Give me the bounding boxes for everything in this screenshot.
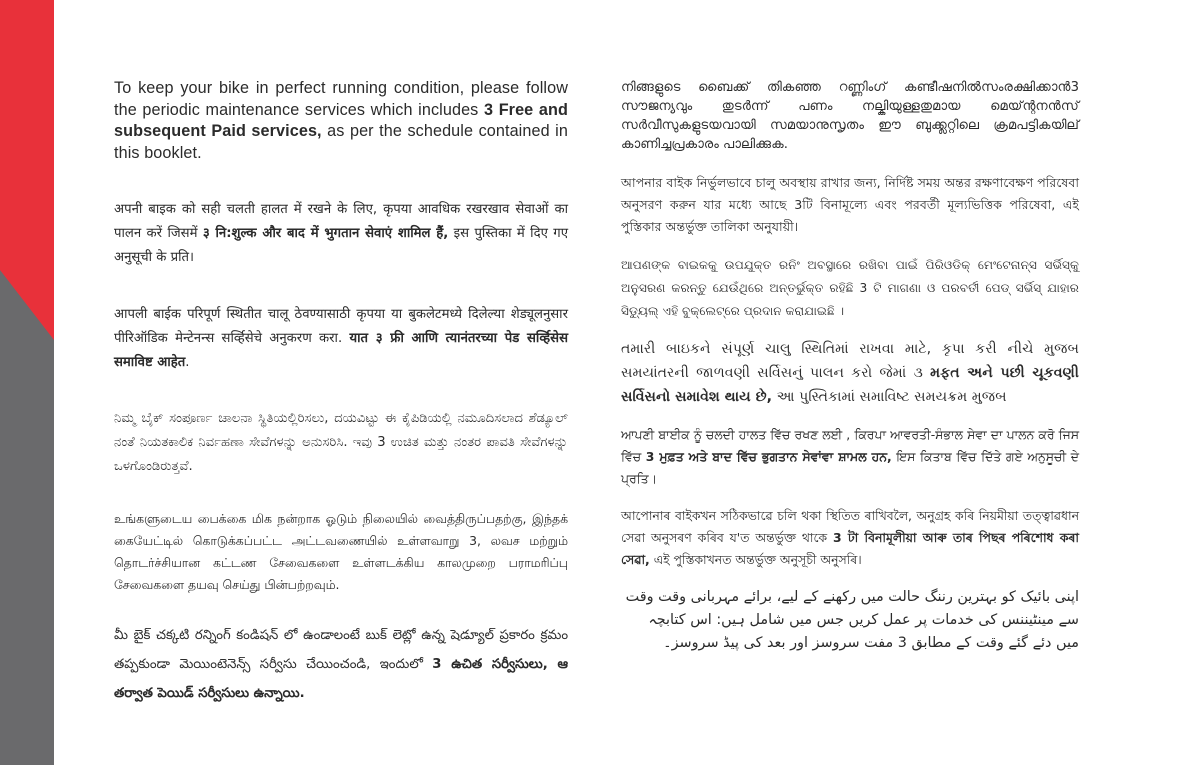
text: . [185, 355, 190, 370]
text: మీ బైక్ చక్కటి రన్నింగ్ కండిషన్ లో ఉండాలంటే బుక్ లెట్లో ఉన్న షెడ్యూల్ ప్రకారం క్రమం తప్పకుండా మెయింటెనెన్స్ సర్వీసు చేయించండి, ఇందులో [114, 628, 568, 672]
text: നിങ്ങളുടെ ബൈക്ക് തികഞ്ഞ റണ്ണിംഗ് കണ്ടീഷനിൽസംരക്ഷിക്കാൻ3 സൗജന്യവും തുടർന്ന് പണം നല്കിയുള്ളതുമായ മെയ്ന്റനൻസ് സർവീസുകളുടയവായി സമയാനുസൃതം ഈ ബുക്ക്ലറ്റിലെ ക്രമപട്ടികയില് കാണിച്ചപ്രകാരം പാലിക്കുക. [621, 80, 1079, 152]
paragraph-assamese [621, 505, 1079, 571]
paragraph-urdu [621, 586, 1079, 655]
paragraph-gujarati [621, 337, 1079, 409]
text: ਇਸ ਕਿਤਾਬ ਵਿੱਚ ਦਿੱਤੇ ਗਏ ਅਨੁਸੂਚੀ ਦੇ ਪ੍ਰਤਿ। [621, 449, 1079, 486]
text: ਆਪਣੀ ਬਾਈਕ ਨੂੰ ਚਲਦੀ ਹਾਲਤ ਵਿੱਚ ਰਖਣ ਲਈ , ਕਿਰਪਾ ਆਵਰਤੀ-ਸੰਭਾਲ ਸੇਵਾ ਦਾ ਪਾਲਨ ਕਰੋ ਜਿਸ ਵਿੱਚ [621, 427, 1079, 464]
text: આ પુસ્તિકામાં સમાવિષ્ટ સમયક્રમ મુજબ [772, 389, 1007, 405]
text: इस पुस्तिका में दिए गए अनुसूची के प्रति। [114, 226, 568, 265]
right-column [621, 78, 1079, 655]
paragraph-bengali [621, 172, 1079, 238]
text: اپنی بائیک کو بہترین رننگ حالت میں رکھنے کے لیے، برائے مہربانی وقت وقت سے مینٹیننس کی خدمات پر عمل کریں جس میں شامل ہیں: اس کتابچہ میں دئے گئے وقت کے مطابق 3 مفت سروسز اور بعد کی پیڈ سروسز۔ [625, 589, 1079, 651]
text: এই পুস্তিকাখনত অন্তৰ্ভুক্ত অনুসূচী অনুসৰি। [649, 552, 862, 567]
paragraph-telugu [114, 621, 568, 708]
text: To keep your bike in perfect running condition, please follow the periodic maintenance services which includes [114, 79, 568, 119]
text-bold: મફત અને પછી ચૂકવણી સર્વિસનો સમાવેશ થાય છે, [621, 365, 1079, 405]
text-bold: ३ नि:शुल्क और बाद में भुगतान सेवाएं शामिल हैं, [202, 226, 449, 241]
text: ನಿಮ್ಮ ಬೈಕ್ ಸಂಪೂರ್ಣ ಚಾಲನಾ ಸ್ಥಿತಿಯಲ್ಲಿರಿಸಲು, ದಯವಿಟ್ಟು ಈ ಕೈಪಿಡಿಯಲ್ಲಿ ನಮೂದಿಸಲಾದ ಶೆಡ್ಯೂಲ್ ನಂತೆ ನಿಯತಕಾಲಿಕ ನಿರ್ವಹಣಾ ಸೇವೆಗಳನ್ನು ಅನುಸರಿಸಿ. ಇವು 3 ಉಚಿತ ಮತ್ತು ನಂತರ ಪಾವತಿ ಸೇವೆಗಳನ್ನು ಒಳಗೊಂಡಿರುತ್ತವೆ. [114, 411, 568, 474]
text-bold: 3 টা বিনামূলীয়া আৰু তাৰ পিছৰ পৰিশোধ কৰা সেৱা, [621, 530, 1080, 567]
paragraph-tamil [114, 508, 568, 596]
text: আপনার বাইক নির্ভুলভাবে চালু অবস্থায় রাখার জন্য, নির্দিষ্ট সময় অন্তর রক্ষণাবেক্ষণ পরিষেবা অনুসরণ করুন যার মধ্যে আছে 3টি বিনামূল্যে এবং পরবর্তী মূল্যভিত্তিক পরিষেবা, এই পুস্তিকার অন্তর্ভুক্ত তালিকা অনুযায়ী। [621, 175, 1079, 234]
paragraph-kannada [114, 407, 568, 479]
left-column [114, 78, 568, 708]
paragraph-marathi [114, 303, 568, 375]
paragraph-punjabi [621, 424, 1079, 490]
text-bold: यात ३ फ्री आणि त्यानंतरच्या पेड सर्व्हिसेस समाविष्ट आहेत [114, 331, 568, 370]
text: તમારી બાઇકને સંપૂર્ણ ચાલુ સ્થિતિમાં રાખવા માટે, કૃપા કરી નીચે મુજબ સમયાંતરની જાળવણી સર્વિસનું પાલન કરો જેમાં ૩ [621, 341, 1079, 381]
red-accent-shape [0, 0, 54, 340]
text: உங்களுடைய பைக்கை மிக நன்றாக ஓடும் நிலையில் வைத்திருப்பதற்கு, இந்தக் கையேட்டில் கொடுக்கப்பட்ட அட்டவணையில் உள்ளவாறு 3, லவச மற்றும் தொடர்ச்சியான கட்டண சேவைகளை உள்ளடக்கிய காலமுறை பராமரிப்பு சேவைகளை தயவு செய்து பின்பற்றவும். [114, 511, 568, 592]
side-bar [0, 0, 54, 765]
paragraph-english [114, 78, 568, 164]
text: अपनी बाइक को सही चलती हालत में रखने के लिए, कृपया आवधिक रखरखाव सेवाओं का पालन करें जिसमें [114, 202, 568, 241]
paragraph-malayalam [621, 78, 1079, 154]
text: आपली बाईक परिपूर्ण स्थितीत चालू ठेवण्यासाठी कृपया या बुकलेटमध्ये दिलेल्या शेड्यूलनुसार पीरिऑडिक मेन्टेनन्स सर्व्हिसेचे अनुकरण करा. [114, 307, 568, 346]
text-bold: 3 ఉచిత సర్వీసులు, ఆ తర్వాత పెయిడ్ సర్వీసులు ఉన్నాయి. [114, 657, 569, 701]
text-bold: 3 Free and subsequent Paid services, [114, 100, 568, 140]
paragraph-hindi [114, 198, 568, 270]
text: as per the schedule contained in this booklet. [114, 122, 568, 162]
text-bold: 3 ਮੁਫ਼ਤ ਅਤੇ ਬਾਦ ਵਿੱਚ ਭੁਗਤਾਨ ਸੇਵਾਂਵਾ ਸ਼ਾਮਲ ਹਨ, [645, 449, 892, 464]
paragraph-odia [621, 254, 1079, 323]
text: ଆପଣଙ୍କ ବାଇକକୁ ଉପଯୁକ୍ତ ରନିଂ ଅବସ୍ଥାରେ ରଖିବା ପାଇଁ ପିରିଓଡିକ୍ ମେଂଟେନାନ୍ସ ସର୍ଭିସ୍କୁ ଅନୁସରଣ କରନ୍ତୁ ଯେଉଁଥିରେ ଅନ୍ତର୍ଭୁକ୍ତ ରହିଛି 3 ଟି ମାଗଣା ଓ ପରବର୍ତୀ ପେଡ୍ ସର୍ଭିସ୍ ଯାହାର ସିଡ୍ୟୁଲ୍ ଏହି ବୁକ୍ଲେଟ୍ରେ ପ୍ରଦାନ କରାଯାଇଛି । [621, 258, 1079, 318]
text: আপোনাৰ বাইকখন সঠিকভাৱে চলি থকা স্থিতিত ৰাখিবলৈ, অনুগ্ৰহ কৰি নিয়মীয়া তত্ত্বাৱধান সেৱা অনুসৰণ কৰিব য'ত অন্তৰ্ভুক্ত থাকে [621, 508, 1079, 545]
